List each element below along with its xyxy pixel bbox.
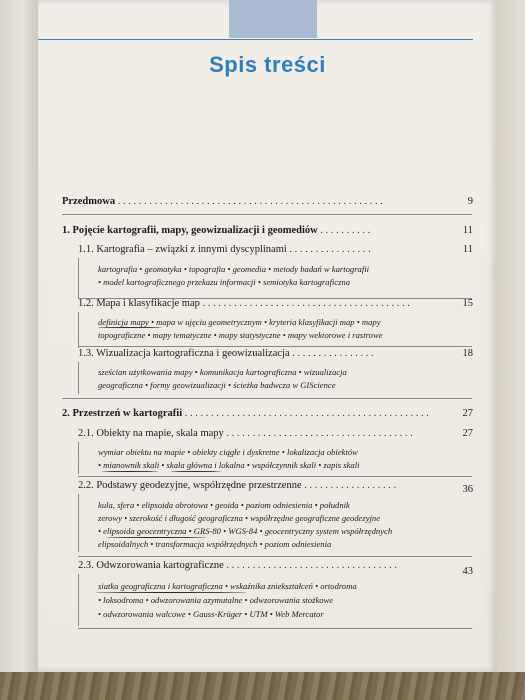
book-page bbox=[38, 0, 497, 672]
header-rule bbox=[38, 39, 473, 40]
keywords-line: • elipsoida geocentryczna • GRS-80 • WGS-84 • geocentryczny system współrzędnych bbox=[98, 526, 393, 536]
keywords-line: topograficzne • mapy tematyczne • mapy statystyczne • mapy wektorowe i rastrowe bbox=[98, 330, 383, 340]
toc-page-number: 11 bbox=[462, 244, 473, 255]
toc-page-number: 15 bbox=[462, 298, 473, 309]
toc-page-number: 18 bbox=[462, 348, 473, 359]
toc-page-number: 11 bbox=[462, 225, 473, 236]
toc-entry-label: Przedmowa bbox=[62, 196, 116, 207]
toc-entry-label: 2. Przestrzeń w kartografii bbox=[62, 408, 183, 419]
toc-page-number: 36 bbox=[462, 484, 473, 495]
keywords-line: siatka geograficzna i kartograficzna • wskaźnika zniekształceń • ortodroma bbox=[98, 581, 357, 591]
pen-underline bbox=[96, 591, 246, 593]
pen-underline bbox=[171, 470, 221, 472]
toc-entry-label: 2.1. Obiekty na mapie, skala mapy bbox=[78, 428, 224, 439]
keywords-line: wymiar obiektu na mapie • obiekty ciągłe i dyskretne • lokalizacja obiektów bbox=[98, 447, 358, 457]
toc-entry-2-2: 2.2. Podstawy geodezyjne, współrzędne przestrzenne . . . . . . . . . . . . . . . . . . bbox=[78, 480, 397, 491]
toc-entry-2-3: 2.3. Odwzorowania kartograficzne . . . . . . . . . . . . . . . . . . . . . . . . . . . . . . . . . bbox=[78, 560, 398, 571]
toc-page-number: 9 bbox=[467, 196, 473, 207]
keywords-line: kartografia • geomatyka • topografia • geomedia • metody badań w kartografii bbox=[98, 264, 370, 274]
divider bbox=[78, 476, 472, 477]
divider bbox=[62, 214, 472, 215]
floor-background bbox=[0, 672, 525, 700]
book-spine-edge bbox=[0, 0, 38, 672]
toc-entry-label: 1.1. Kartografia – związki z innymi dyscyplinami bbox=[78, 244, 287, 255]
bracket-line bbox=[78, 362, 79, 394]
adjacent-page bbox=[497, 0, 525, 672]
pen-underline bbox=[102, 470, 158, 472]
toc-entry-label: 1.3. Wizualizacja kartograficzna i geowizualizacja bbox=[78, 348, 290, 359]
keywords-line: geograficzna • formy geowizualizacji • ścieżka badwcza w GIScience bbox=[98, 380, 336, 390]
keywords-line: • model kartograficznego przekazu informacji • semiotyka kartograficzna bbox=[98, 277, 351, 287]
toc-entry-label: 2.2. Podstawy geodezyjne, współrzędne przestrzenne bbox=[78, 480, 302, 491]
toc-page-number: 27 bbox=[462, 408, 473, 419]
pen-underline bbox=[106, 536, 206, 538]
keywords-line: • odwzorowania walcowe • Gauss-Krüger • UTM • Web Mercator bbox=[98, 609, 324, 619]
bracket-line bbox=[78, 312, 79, 348]
toc-entry-chapter-2: 2. Przestrzeń w kartografii . . . . . . . . . . . . . . . . . . . . . . . . . . . . . . . . . . . . . . . . . . . . . . . bbox=[62, 408, 429, 419]
header-tab bbox=[229, 0, 317, 38]
toc-page-number: 27 bbox=[462, 428, 473, 439]
divider bbox=[78, 628, 472, 629]
keywords-line: • loksodroma • odwzorowania azymutalne • odwzorowania stożkowe bbox=[98, 595, 334, 605]
bracket-line bbox=[78, 494, 79, 552]
toc-page-number: 43 bbox=[462, 566, 473, 577]
bracket-line bbox=[78, 574, 79, 626]
toc-entry-label: 2.3. Odwzorowania kartograficzne bbox=[78, 560, 224, 571]
toc-entry-1-1: 1.1. Kartografia – związki z innymi dyscyplinami . . . . . . . . . . . . . . . . bbox=[78, 244, 371, 255]
toc-entry-2-1: 2.1. Obiekty na mapie, skala mapy . . . . . . . . . . . . . . . . . . . . . . . . . . . . . . . . . . . . bbox=[78, 428, 413, 439]
divider bbox=[78, 556, 472, 557]
pen-underline bbox=[98, 326, 162, 328]
bracket-line bbox=[78, 258, 79, 298]
toc-entry-label: 1. Pojęcie kartografii, mapy, geowizualizacji i geomediów bbox=[62, 225, 318, 236]
keywords-line: elipsoidalnych • transformacja współrzędnych • poziom odniesienia bbox=[98, 539, 332, 549]
divider bbox=[62, 398, 472, 399]
toc-entry-1-2: 1.2. Mapa i klasyfikacje map . . . . . . . . . . . . . . . . . . . . . . . . . . . . . . . . . . . . . . . . bbox=[78, 298, 410, 309]
keywords-line: kula, sfera • elipsoida obrotowa • geoida • poziom odniesienia • południk bbox=[98, 500, 350, 510]
keywords-line: zerowy • szerokość i długość geograficzna • współrzędne geograficzne geodezyjne bbox=[98, 513, 381, 523]
keywords-line: definicja mapy • mapa w ujęciu geometrycznym • kryteria klasyfikacji map • mapy bbox=[98, 317, 381, 327]
bracket-line bbox=[78, 442, 79, 474]
keywords-line: • mianownik skali • skala główna i lokalna • współczynnik skali • zapis skali bbox=[98, 460, 360, 470]
toc-entry-1-3: 1.3. Wizualizacja kartograficzna i geowizualizacja . . . . . . . . . . . . . . . . bbox=[78, 348, 374, 359]
keywords-line: sześcian użytkowania mapy • komunikacja kartograficzna • wizualizacja bbox=[98, 367, 347, 377]
toc-entry-label: 1.2. Mapa i klasyfikacje map bbox=[78, 298, 200, 309]
toc-entry-chapter-1: 1. Pojęcie kartografii, mapy, geowizualizacji i geomediów . . . . . . . . . . bbox=[62, 225, 371, 236]
divider bbox=[78, 346, 472, 347]
toc-entry-preface: Przedmowa . . . . . . . . . . . . . . . . . . . . . . . . . . . . . . . . . . . . . . . . . . . . . . . . . . . bbox=[62, 196, 383, 207]
page-title: Spis treści bbox=[209, 52, 326, 77]
